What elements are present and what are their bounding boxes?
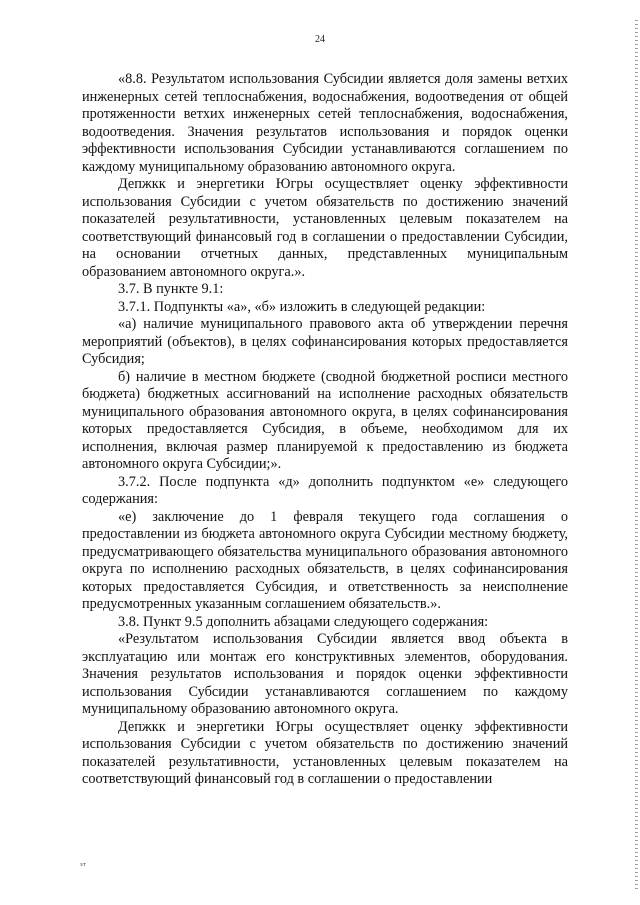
- paragraph-3-8: 3.8. Пункт 9.5 дополнить абзацами следующего содержания:: [118, 613, 489, 630]
- scan-edge-artifact: [635, 20, 638, 890]
- paragraph-subitem-b: б) наличие в местном бюджете (сводной бюджетной росписи местного бюджета) бюджетных ассигнований на исполнение расходных обязательств муниципального образования автономного округа, в целях софинансирования которых предоставляется Субсидия, в объеме, необходимом для их исполнения, включая размер планируемой к предоставлению из бюджета автономного округа Субсидии;».: [82, 368, 568, 472]
- paragraph-3-7: 3.7. В пункте 9.1:: [118, 281, 224, 297]
- paragraph-result-commissioning: «Результатом использования Субсидии является ввод объекта в эксплуатацию или монтаж его конструктивных элементов, оборудования. Значения результатов использования и порядок оценки эффективности использования Субсидии устанавливаются соглашением по каждому муниципальному образованию автономного округа.: [82, 631, 568, 717]
- paragraph-evaluation-1: Депжкк и энергетики Югры осуществляет оценку эффективности использования Субсидии с учетом обязательств по достижению значений показателей результативности, установленных целевым показателем на соответствующий финансовый год в соглашении о предоставлении Субсидии, на основании отчетных данных, представленных муниципальным образованием автономного округа.».: [82, 176, 568, 280]
- paragraph-3-7-1: 3.7.1. Подпункты «а», «б» изложить в следующей редакции:: [118, 298, 486, 315]
- paragraph-3-7-2: 3.7.2. После подпункта «д» дополнить подпунктом «е» следующего содержания:: [82, 473, 568, 507]
- page-number: 24: [315, 34, 325, 45]
- paragraph-subitem-e: «е) заключение до 1 февраля текущего года соглашения о предоставлении из бюджета автономного округа Субсидии местному бюджету, предусматривающего обязательства муниципального образования автономного округа по исполнению расходных обязательств, в целях софинансирования которых предоставляется Субсидия, и ответственность за неисполнение предусмотренных указанным соглашением обязательств.».: [82, 508, 568, 612]
- document-body: [82, 71, 568, 789]
- paragraph-8-8-result: «8.8. Результатом использования Субсидии является доля замены ветхих инженерных сетей теплоснабжения, водоснабжения, водоотведения от общей протяженности ветхих инженерных сетей теплоснабжения, водоснабжения, водоотведения. Значения результатов использования и порядок оценки эффективности использования Субсидии устанавливаются соглашением по каждому муниципальному образованию автономного округа.: [82, 71, 568, 175]
- paragraph-evaluation-2: Депжкк и энергетики Югры осуществляет оценку эффективности использования Субсидии с учетом обязательств по достижению значений показателей результативности, установленных целевым показателем на соответствующий финансовый год в соглашении о предоставлении: [82, 718, 568, 787]
- footer-mark: эт: [80, 862, 87, 868]
- paragraph-subitem-a: «а) наличие муниципального правового акта об утверждении перечня мероприятий (объектов), в целях софинансирования которых предоставляется Субсидия;: [82, 316, 568, 367]
